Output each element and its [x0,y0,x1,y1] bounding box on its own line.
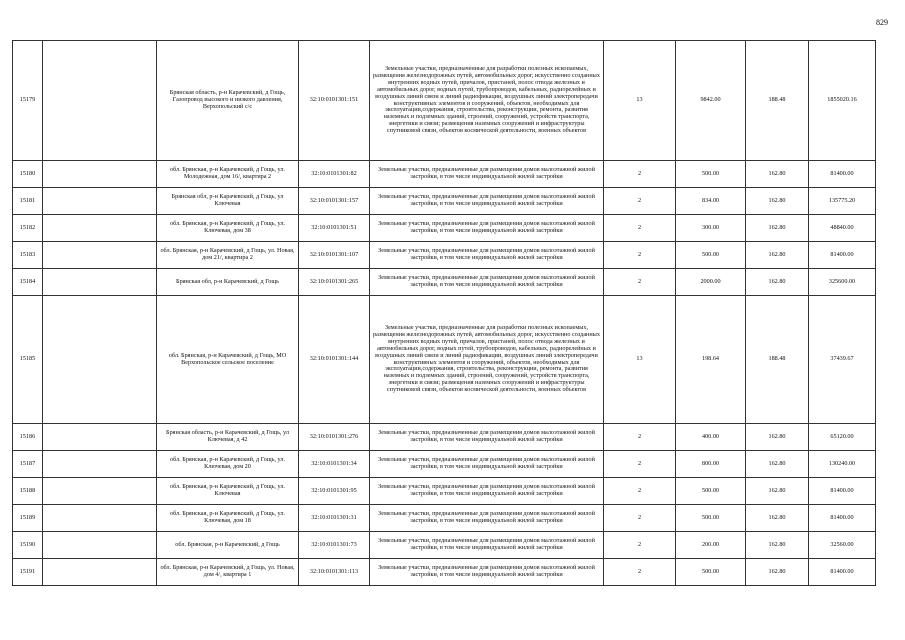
rate-cell: 162.80 [746,559,809,586]
row-number: 15188 [13,478,43,505]
address-cell: Брянская обл, р-н Карачевский, д Гощь [157,269,299,296]
row-number: 15187 [13,451,43,478]
table-row [13,161,876,188]
empty-cell [43,478,157,505]
land-use-cell: Земельные участки, предназначенные для размещения домов малоэтажной жилой застройки, в том числе индивидуальной жилой застройки [370,269,604,296]
cadastral-number-cell: 32:10:0101301:151 [299,41,370,161]
empty-cell [43,215,157,242]
row-number: 15186 [13,424,43,451]
row-number: 15190 [13,532,43,559]
land-use-cell: Земельные участки, предназначенные для размещения домов малоэтажной жилой застройки, в том числе индивидуальной жилой застройки [370,559,604,586]
address-cell: обл. Брянская, р-н Карачевский, д Гощь, ул. Ключевая, дом 18 [157,505,299,532]
category-code-cell: 2 [604,242,676,269]
address-cell: обл. Брянская, р-н Карачевский, д Гощь, ул. Новая, дом 21/, квартира 2 [157,242,299,269]
category-code-cell: 13 [604,296,676,424]
rate-cell: 162.80 [746,269,809,296]
cadastral-number-cell: 32:10:0101301:157 [299,188,370,215]
area-cell: 500.00 [676,559,746,586]
land-use-cell: Земельные участки, предназначенные для разработки полезных ископаемых, размещения железнодорожных путей, автомобильных дорог, искусственно созданных внутренних водных путей, причалов, пристаней, полос отвода железных и автомобильных дорог, водных путей, трубопроводов, кабельных, радиорелейных и воздушных линий связи и линий радиофикации, воздушных линий электропередачи конструктивных элементов и сооружений, объектов, необходимых для эксплуатации,содержания, строительства, реконструкции, ремонта, развития наземных и подземных зданий, строений, сооружений, устройств транспорта, энергетики и связи; размещения наземных сооружений и инфраструктуры спутниковой связи, объектов космической деятельности, военных объектов [370,41,604,161]
empty-cell [43,188,157,215]
rate-cell: 162.80 [746,451,809,478]
land-use-cell: Земельные участки, предназначенные для размещения домов малоэтажной жилой застройки, в том числе индивидуальной жилой застройки [370,505,604,532]
cadastral-number-cell: 32:10:0101301:144 [299,296,370,424]
address-cell: Брянская область, р-н Карачевский, д Гощь, ул Ключевая, д 42 [157,424,299,451]
empty-cell [43,161,157,188]
address-cell: обл. Брянская, р-н Карачевский, д Гощь, ул. Ключевая [157,478,299,505]
rate-cell: 188.48 [746,41,809,161]
category-code-cell: 13 [604,41,676,161]
row-number: 15191 [13,559,43,586]
rate-cell: 188.48 [746,296,809,424]
cadastral-value-cell: 32560.00 [809,532,876,559]
row-number: 15184 [13,269,43,296]
cadastral-number-cell: 32:10:0101301:95 [299,478,370,505]
empty-cell [43,296,157,424]
area-cell: 2000.00 [676,269,746,296]
table-row [13,505,876,532]
rate-cell: 162.80 [746,242,809,269]
cadastral-number-cell: 32:10:0101301:73 [299,532,370,559]
cadastral-value-cell: 81400.00 [809,559,876,586]
address-cell: обл. Брянская, р-н Карачевский, д Гощь, ул. Ключевая, дом 20 [157,451,299,478]
cadastral-number-cell: 32:10:0101301:31 [299,505,370,532]
area-cell: 500.00 [676,242,746,269]
empty-cell [43,242,157,269]
table-row [13,559,876,586]
cadastral-number-cell: 32:10:0101301:276 [299,424,370,451]
table-row [13,242,876,269]
empty-cell [43,451,157,478]
address-cell: обл. Брянская, р-н Карачевский, д Гощь, ул. Молодежная, дом 16/, квартира 2 [157,161,299,188]
cadastral-value-cell: 65120.00 [809,424,876,451]
area-cell: 9842.00 [676,41,746,161]
land-use-cell: Земельные участки, предназначенные для размещения домов малоэтажной жилой застройки, в том числе индивидуальной жилой застройки [370,424,604,451]
address-cell: обл. Брянская, р-н Карачевский, д Гощь, ул. Ключевая, дом 38 [157,215,299,242]
address-cell: обл. Брянская, р-н Карачевский, д Гощь, МО Верхопольское сельское поселение [157,296,299,424]
rate-cell: 162.80 [746,532,809,559]
rate-cell: 162.80 [746,424,809,451]
category-code-cell: 2 [604,451,676,478]
cadastral-value-cell: 37439.67 [809,296,876,424]
category-code-cell: 2 [604,161,676,188]
cadastral-value-cell: 81400.00 [809,242,876,269]
area-cell: 500.00 [676,161,746,188]
land-use-cell: Земельные участки, предназначенные для размещения домов малоэтажной жилой застройки, в том числе индивидуальной жилой застройки [370,451,604,478]
table-row [13,269,876,296]
category-code-cell: 2 [604,424,676,451]
land-use-cell: Земельные участки, предназначенные для размещения домов малоэтажной жилой застройки, в том числе индивидуальной жилой застройки [370,188,604,215]
rate-cell: 162.80 [746,188,809,215]
cadastral-value-cell: 48840.00 [809,215,876,242]
cadastral-value-cell: 1855020.16 [809,41,876,161]
row-number: 15185 [13,296,43,424]
land-use-cell: Земельные участки, предназначенные для размещения домов малоэтажной жилой застройки, в том числе индивидуальной жилой застройки [370,161,604,188]
category-code-cell: 2 [604,188,676,215]
category-code-cell: 2 [604,532,676,559]
table-row [13,451,876,478]
table-row [13,424,876,451]
cadastral-number-cell: 32:10:0101301:113 [299,559,370,586]
area-cell: 500.00 [676,505,746,532]
empty-cell [43,559,157,586]
row-number: 15189 [13,505,43,532]
land-use-cell: Земельные участки, предназначенные для размещения домов малоэтажной жилой застройки, в том числе индивидуальной жилой застройки [370,478,604,505]
rate-cell: 162.80 [746,505,809,532]
rate-cell: 162.80 [746,215,809,242]
address-cell: Брянская обл, р-н Карачевский, д Гощь, ул Ключевая [157,188,299,215]
cadastral-number-cell: 32:10:0101301:34 [299,451,370,478]
cadastral-number-cell: 32:10:0101301:82 [299,161,370,188]
category-code-cell: 2 [604,559,676,586]
empty-cell [43,41,157,161]
area-cell: 500.00 [676,478,746,505]
land-use-cell: Земельные участки, предназначенные для размещения домов малоэтажной жилой застройки, в том числе индивидуальной жилой застройки [370,242,604,269]
empty-cell [43,269,157,296]
table-row [13,41,876,161]
cadastral-value-cell: 325600.00 [809,269,876,296]
table-row [13,478,876,505]
category-code-cell: 2 [604,505,676,532]
area-cell: 400.00 [676,424,746,451]
page-number: 829 [876,18,888,27]
cadastral-value-cell: 130240.00 [809,451,876,478]
row-number: 15181 [13,188,43,215]
address-cell: Брянская область, р-н Карачевский, д Гощь, Газопровод высокого и низкого давления, Верхопольский с/с [157,41,299,161]
table-row [13,296,876,424]
table-row [13,215,876,242]
row-number: 15182 [13,215,43,242]
area-cell: 200.00 [676,532,746,559]
row-number: 15180 [13,161,43,188]
cadastral-number-cell: 32:10:0101301:107 [299,242,370,269]
cadastral-value-cell: 81400.00 [809,478,876,505]
registry-body [13,41,876,586]
land-use-cell: Земельные участки, предназначенные для размещения домов малоэтажной жилой застройки, в том числе индивидуальной жилой застройки [370,532,604,559]
category-code-cell: 2 [604,215,676,242]
cadastral-value-cell: 81400.00 [809,505,876,532]
land-use-cell: Земельные участки, предназначенные для разработки полезных ископаемых, размещения железнодорожных путей, автомобильных дорог, искусственно созданных внутренних водных путей, причалов, пристаней, полос отвода железных и автомобильных дорог, водных путей, трубопроводов, кабельных, радиорелейных и воздушных линий связи и линий радиофикации, воздушных линий электропередачи конструктивных элементов и сооружений, объектов, необходимых для эксплуатации,содержания, строительства, реконструкции, ремонта, развития наземных и подземных зданий, строений, сооружений, устройств транспорта, энергетики и связи; размещения наземных сооружений и инфраструктуры спутниковой связи, объектов космической деятельности, военных объектов [370,296,604,424]
cadastral-number-cell: 32:10:0101301:265 [299,269,370,296]
address-cell: обл. Брянская, р-н Карачевский, д Гощь, ул. Новая, дом 4/, квартира 1 [157,559,299,586]
area-cell: 800.00 [676,451,746,478]
cadastral-value-cell: 135775.20 [809,188,876,215]
category-code-cell: 2 [604,478,676,505]
area-cell: 198.64 [676,296,746,424]
empty-cell [43,532,157,559]
table-row [13,188,876,215]
empty-cell [43,424,157,451]
rate-cell: 162.80 [746,478,809,505]
row-number: 15179 [13,41,43,161]
empty-cell [43,505,157,532]
row-number: 15183 [13,242,43,269]
land-use-cell: Земельные участки, предназначенные для размещения домов малоэтажной жилой застройки, в том числе индивидуальной жилой застройки [370,215,604,242]
table-row [13,532,876,559]
cadastral-number-cell: 32:10:0101301:51 [299,215,370,242]
rate-cell: 162.80 [746,161,809,188]
cadastral-value-cell: 81400.00 [809,161,876,188]
area-cell: 834.00 [676,188,746,215]
area-cell: 300.00 [676,215,746,242]
category-code-cell: 2 [604,269,676,296]
land-registry-table [12,40,876,586]
address-cell: обл. Брянская, р-н Карачевский, д Гощь [157,532,299,559]
